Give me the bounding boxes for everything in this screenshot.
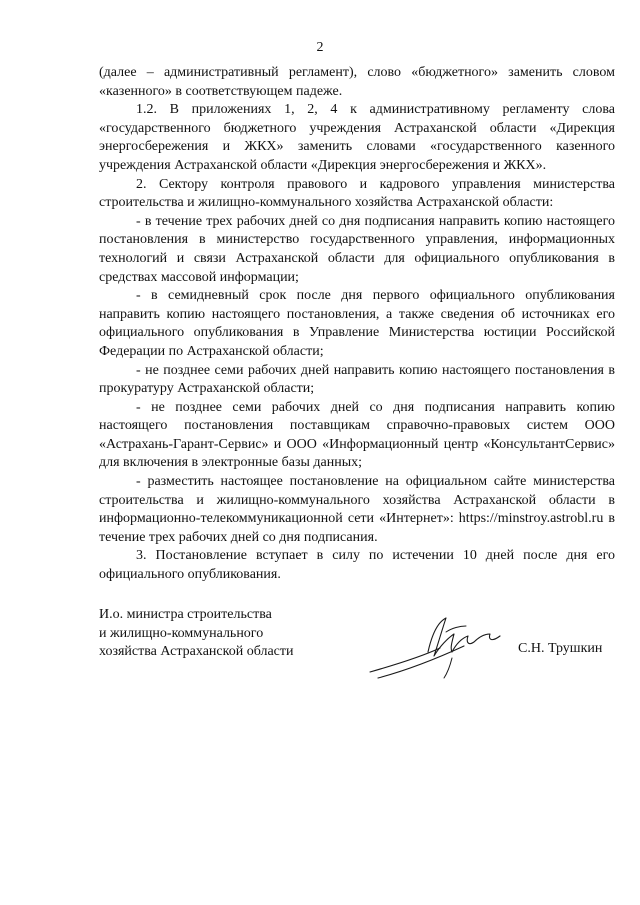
paragraph-1-2: 1.2. В приложениях 1, 2, 4 к административному регламенту слова «государственного бюджетного учреждения Астраханской области «Дирекция энергосбережения и ЖКХ» заменить словами «государственного казенного учреждения Астраханской области «Дирекция энергосбережения и ЖКХ».	[99, 102, 615, 173]
signatory-position-line: хозяйства Астраханской области	[99, 644, 294, 660]
page-number: 2	[316, 40, 324, 55]
signatory-name: С.Н. Трушкин	[518, 641, 603, 656]
signatory-position-line: и жилищно-коммунального	[99, 625, 264, 641]
handwritten-signature	[368, 612, 514, 684]
list-item-website: - разместить настоящее постановление на официальном сайте министерства строительства и жилищно-коммунального хозяйства Астраханской области в информационно-телекоммуникационной сети «Интернет»: https://minstroy.astrobl.ru в течение трех рабочих дней со дня подписания.	[99, 474, 615, 545]
list-item-justice-ministry: - в семидневный срок после дня первого официального опубликования направить копию настоящего постановления, а также сведения об источниках его официального опубликования в Управление Министерства юстиции Российской Федерации по Астраханской области;	[99, 288, 615, 359]
paragraph-3: 3. Постановление вступает в силу по истечении 10 дней после дня его официального опубликования.	[99, 548, 615, 583]
paragraph-continuation: (далее – административный регламент), слово «бюджетного» заменить словом «казенного» в соответствующем падеже.	[99, 65, 615, 99]
list-item-prosecutor: - не позднее семи рабочих дней направить копию настоящего постановления в прокуратуру Астраханской области;	[99, 362, 615, 397]
signatory-position	[99, 606, 294, 662]
list-item-official-publication: - в течение трех рабочих дней со дня подписания направить копию настоящего постановления в министерство государственного управления, информационных технологий и связи Астраханской области для официального опубликования в средствах массовой информации;	[99, 213, 615, 285]
document-body	[99, 64, 615, 585]
list-item-legal-systems: - не позднее семи рабочих дней со дня подписания направить копию настоящего постановления поставщикам справочно-правовых систем ООО «Астрахань-Гарант-Сервис» и ООО «Информационный центр «КонсультантСервис» для включения в электронные базы данных;	[99, 399, 615, 471]
paragraph-2: 2. Сектору контроля правового и кадрового управления министерства строительства и жилищно-коммунального хозяйства Астраханской области:	[99, 176, 615, 211]
signatory-position-line: И.о. министра строительства	[99, 607, 272, 622]
